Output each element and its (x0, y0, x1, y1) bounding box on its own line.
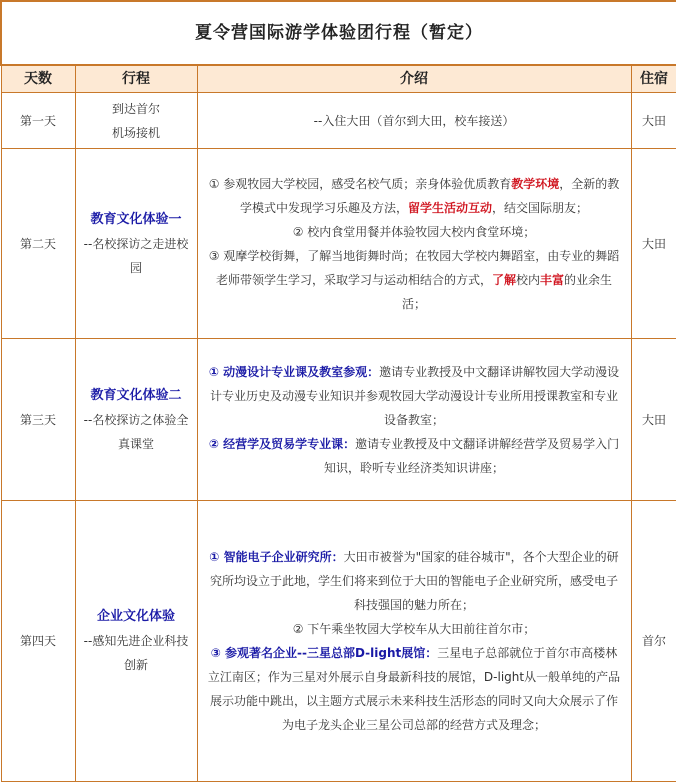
table-row (1, 339, 676, 501)
heading-text: ② 经营学及贸易学专业课： (208, 436, 356, 451)
header-intro: 介绍 (197, 65, 631, 93)
intro-paragraph: ② 校内食堂用餐并体验牧园大校内食堂环境； (292, 224, 536, 239)
intro-cell (197, 339, 631, 501)
itinerary-cell (75, 339, 197, 501)
itinerary-title: 教育文化体验二 (90, 387, 182, 403)
header-itinerary: 行程 (75, 65, 197, 93)
intro-paragraph (206, 641, 623, 737)
itinerary-cell (75, 501, 197, 782)
intro-cell (197, 149, 631, 339)
header-day: 天数 (1, 65, 75, 93)
text-span: ，全新的教学模式中发现学习乐趣及方法， (239, 176, 620, 215)
lodging-cell: 首尔 (631, 501, 676, 782)
table-row (1, 149, 676, 339)
highlight-text: 了解 (491, 272, 516, 287)
day-cell: 第一天 (1, 93, 75, 149)
intro-paragraph: --入住大田（首尔到大田，校车接送） (313, 113, 515, 128)
highlight-text: 丰富 (540, 272, 565, 287)
heading-text: ① 动漫设计专业课及教室参观： (208, 364, 380, 379)
lodging-cell: 大田 (631, 339, 676, 501)
text-span: 校内 (515, 272, 540, 287)
title-row (1, 1, 676, 65)
text-span: ① 参观牧园大学校园，感受名校气质；亲身体验优质教育 (208, 176, 512, 191)
day-cell: 第二天 (1, 149, 75, 339)
day-cell: 第三天 (1, 339, 75, 501)
text-span: 的业余生活； (401, 272, 613, 311)
text-span: 邀请专业教授及中文翻译讲解经营学及贸易学入门知识，聆听专业经济类知识讲座； (323, 436, 620, 475)
intro-paragraph (206, 360, 623, 432)
lodging-cell: 大田 (631, 149, 676, 339)
day-cell: 第四天 (1, 501, 75, 782)
table-row (1, 93, 676, 149)
itinerary-subtitle: --感知先进企业科技创新 (83, 634, 189, 672)
header-row (1, 65, 676, 93)
intro-paragraph (206, 545, 623, 617)
highlight-text: 留学生活动互动 (407, 200, 492, 215)
highlight-text: 教学环境 (511, 176, 560, 191)
heading-text: ③ 参观著名企业--三星总部D-light展馆： (210, 646, 438, 660)
itinerary-title: 教育文化体验一 (90, 211, 182, 227)
intro-paragraph (206, 244, 623, 316)
intro-paragraph (206, 432, 623, 480)
itinerary-title: 企业文化体验 (96, 609, 175, 624)
itinerary-line: 机场接机 (111, 125, 160, 140)
itinerary-subtitle: --名校探访之体验全真课堂 (83, 412, 189, 451)
header-lodging: 住宿 (631, 65, 676, 93)
text-span: ③ 观摩学校街舞，了解当地街舞时尚；在牧园大学校内舞蹈室，由专业的舞蹈老师带领学生学习，采取学习与运动相结合的方式， (208, 248, 620, 287)
lodging-cell: 大田 (631, 93, 676, 149)
itinerary-line: 到达首尔 (111, 101, 160, 116)
heading-text: ① 智能电子企业研究所： (209, 550, 344, 564)
text-span: 三星电子总部就位于首尔市高楼林立江南区；作为三星对外展示自身最新科技的展馆，D-light从一般单纯的产品展示功能中跳出，以主题方式展示未来科技生活形态的同时又向大众展示了作为电子龙头企业三星公司总部的经营方式及理念； (207, 646, 621, 732)
text-span: 大田市被誉为"国家的硅谷城市"，各个大型企业的研究所均设立于此地，学生们将来到位于大田的智能电子企业研究所，感受电子科技强国的魅力所在； (209, 550, 619, 612)
itinerary-cell (75, 93, 197, 149)
text-span: ，结交国际朋友； (492, 200, 589, 215)
text-span: 邀请专业教授及中文翻译讲解牧园大学动漫设计专业历史及动漫专业知识并参观牧园大学动漫设计专业所用授课教室和专业设备教室； (209, 364, 620, 427)
itinerary-cell (75, 149, 197, 339)
intro-paragraph (206, 172, 623, 220)
intro-paragraph: ② 下午乘坐牧园大学校车从大田前往首尔市； (292, 622, 536, 636)
page-title: 夏令营国际游学体验团行程（暂定） (1, 1, 676, 65)
intro-cell (197, 93, 631, 149)
itinerary-subtitle: --名校探访之走进校园 (83, 236, 189, 275)
intro-cell (197, 501, 631, 782)
table-row (1, 501, 676, 782)
